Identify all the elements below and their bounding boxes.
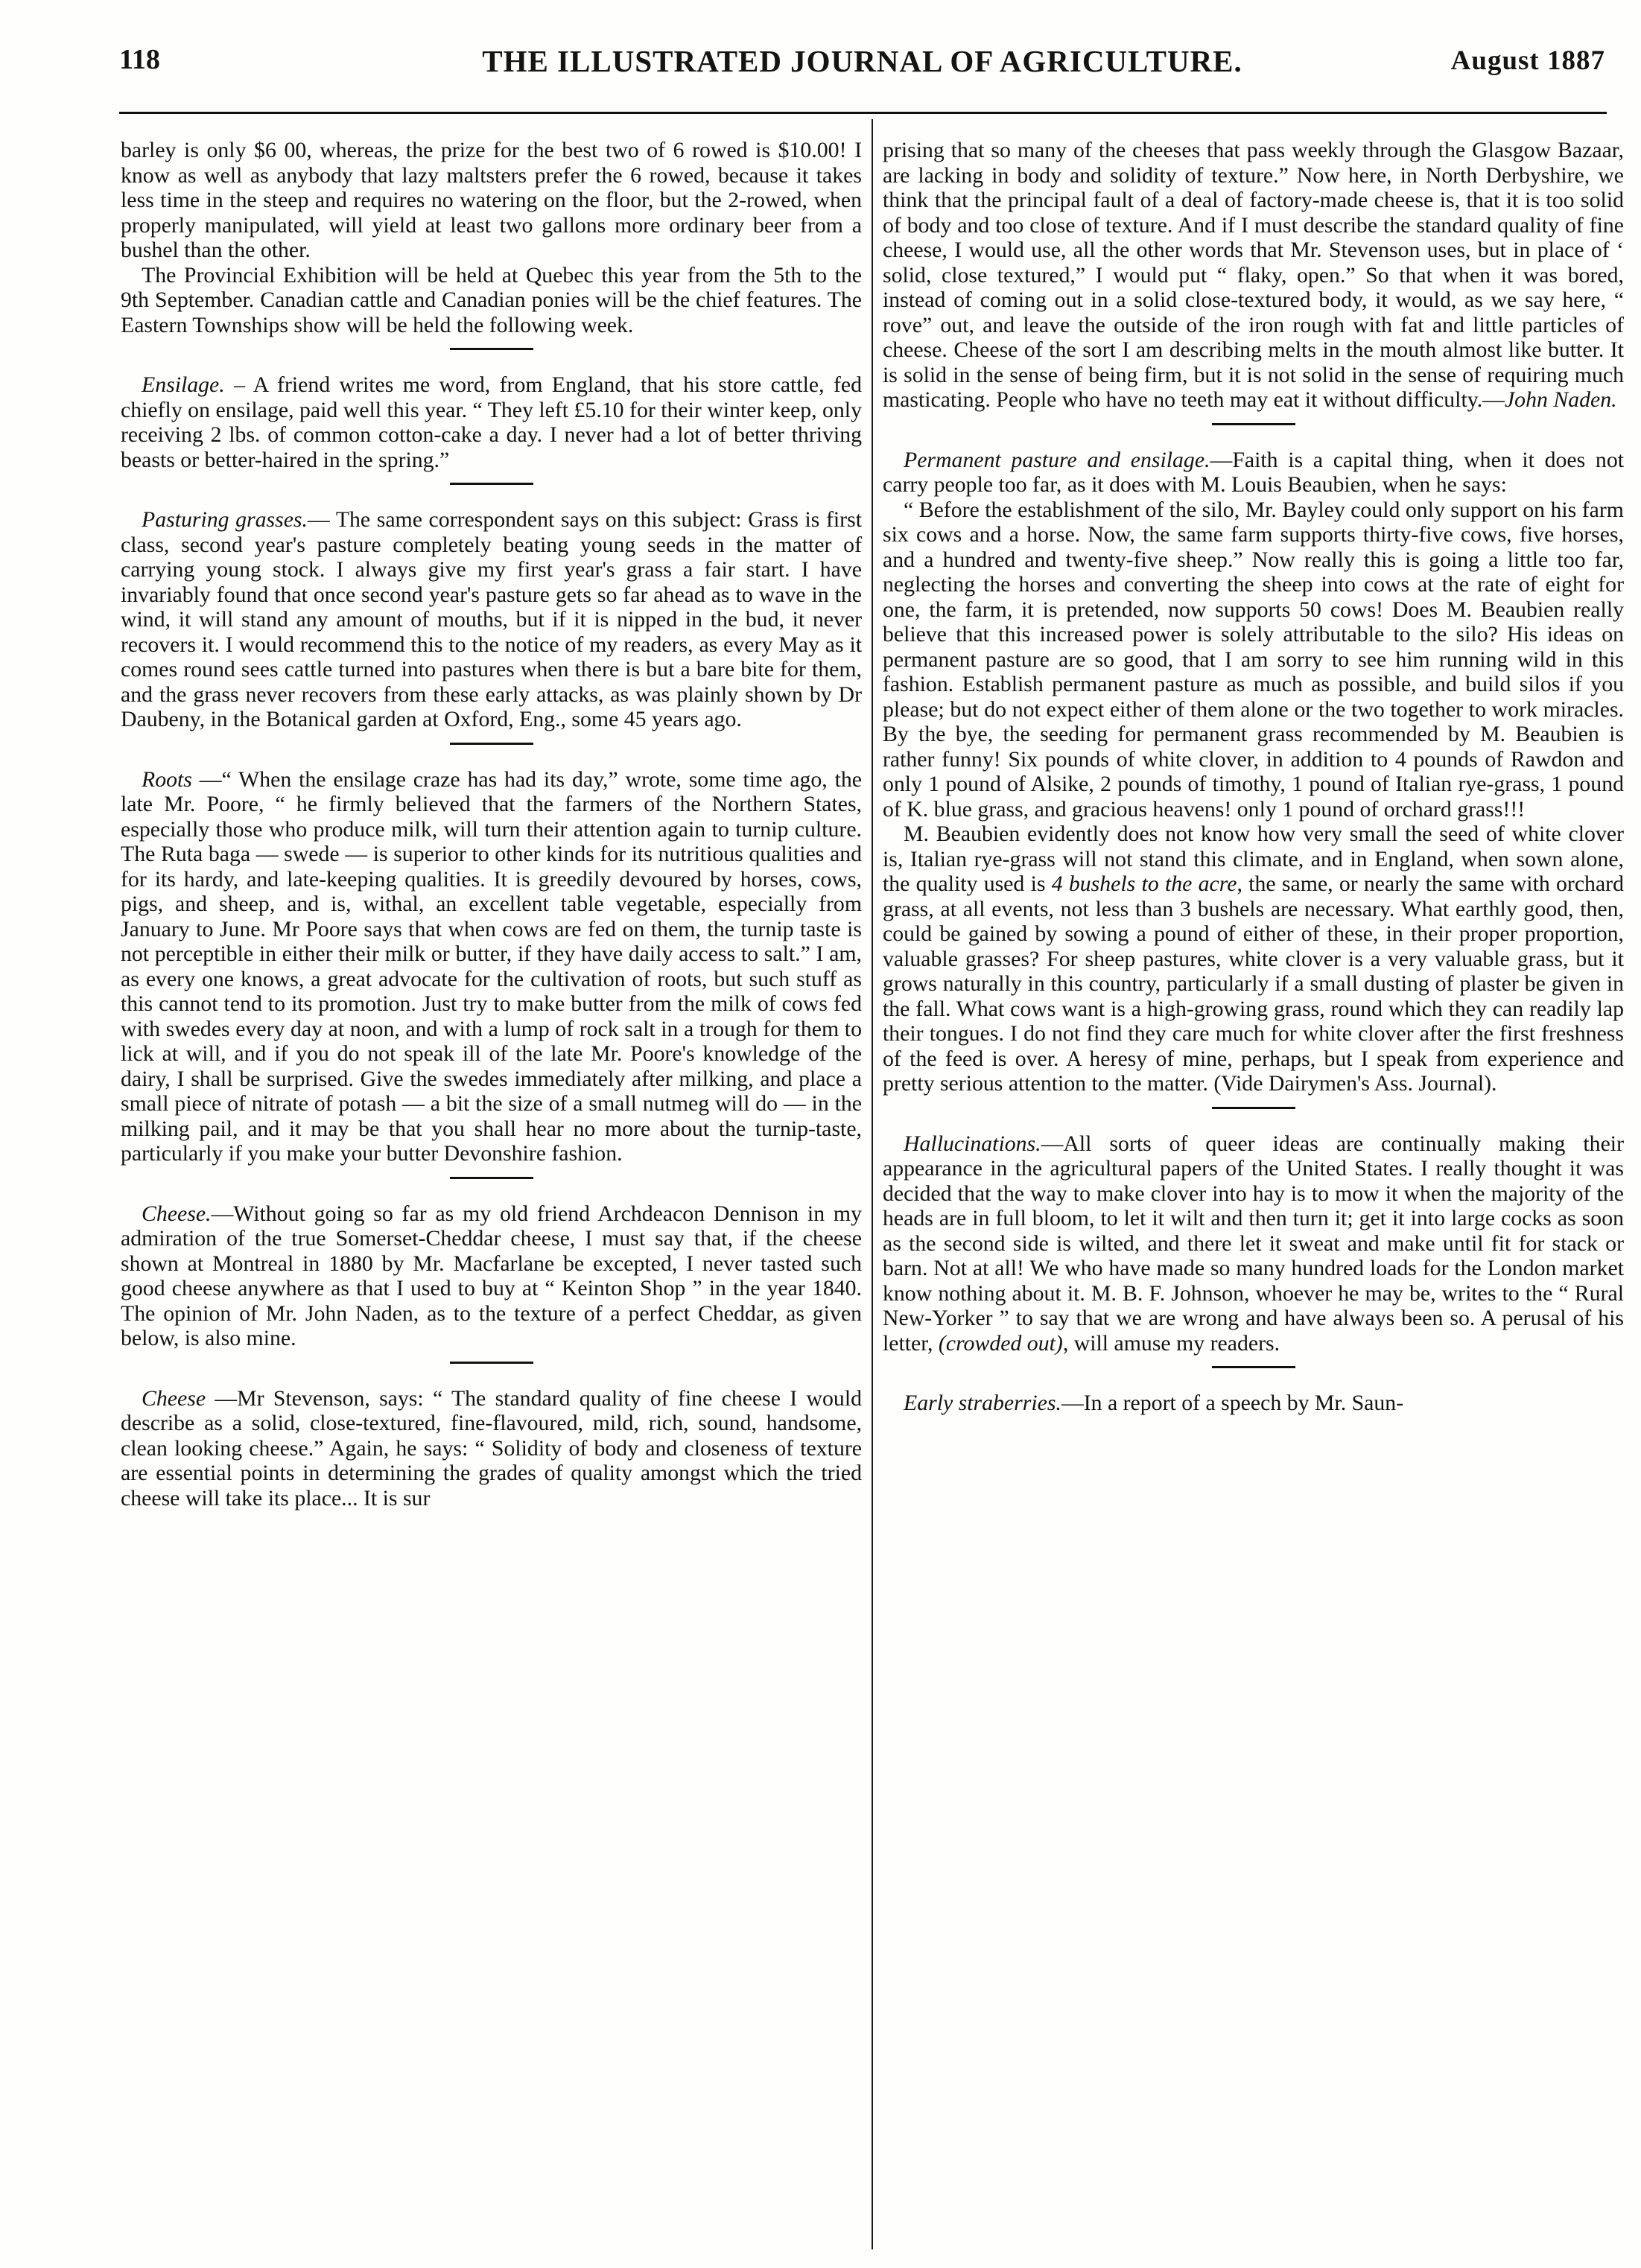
cheese-paragraph (121, 1201, 862, 1351)
silo-quote-paragraph: “ Before the establishment of the silo, Mr. Bayley could only support on his farm six cows and a horse. Now, the same farm supports thirty-five cows, five horses, and a hundred and twenty-five sheep.” Now really this is going a little too far, neglecting the horses and converting the sheep into cows at the rate of eight for one, the farm, it is pretended, now supports 50 cows! Does M. Beaubien really believe that this increased power is solely attributable to the silo? His ideas on permanent pasture are so good, that I am sorry to see him running wild in this fashion. Establish permanent pasture as much as possible, and build silos if you please; but do not expect either of them alone or the two together to work miracles. By the bye, the seeding for permanent grass recommended by M. Beaubien is rather funny! Six pounds of white clover, in addition to 4 pounds of Rawdon and only 1 pound of Alsike, 2 pounds of timothy, 1 pound of Italian rye-grass, 1 pound of K. blue grass, and gracious heavens! only 1 pound of orchard grass!!! (883, 497, 1624, 822)
section-separator (1212, 1366, 1295, 1368)
roots-paragraph (121, 767, 862, 1166)
section-separator (450, 1362, 533, 1364)
hallucinations-text: —All sorts of queer ideas are continually making their appearance in the agricultural papers of the United States. I really thought it was decided that the way to make clover into hay is to mow it when the majority of the heads are in full bloom, to let it wilt and then turn it; get it into large cocks as soon as the second side is wilted, and there let it sweat and make until fit for stack or barn. Not at all! We who have made so many hundred loads for the London market know nothing about it. M. B. F. Johnson, whoever he may be, writes to the “ Rural New-Yorker ” to say that we are wrong and have always been so. A perusal of his letter, (883, 1131, 1624, 1356)
exhibition-paragraph: The Provincial Exhibition will be held at Quebec this year from the 5th to the 9th September. Canadian cattle and Canadian ponies will be the chief features. The Eastern Townships show will be held the following week. (121, 262, 862, 337)
permanent-pasture-paragraph (883, 448, 1624, 498)
pasturing-heading: Pasturing grasses. (142, 507, 308, 532)
cheese-continuation-text: prising that so many of the cheeses that pass weekly through the Glasgow Bazaar, are lacking in body and solidity of texture.” Now here, in North Derbyshire, we think that the principal fault of a deal of factory-made cheese is, that it is too solid of body and too close of texture. And if I must describe the standard quality of fine cheese, I would use, all the other words that Mr. Stevenson uses, but in place of ‘ solid, close textured,” I would put “ flaky, open.” So that when it was bored, instead of coming out in a solid close-textured body, it would, as we say here, “ rove” out, and leave the outside of the iron rough with fat and little particles of cheese. Cheese of the sort I am describing melts in the mouth almost like butter. It is solid in the sense of being firm, but it is not solid in the sense of requiring much masticating. People who have no teeth may eat it without difficulty.— (883, 138, 1624, 412)
ensilage-text: – A friend writes me word, from England, that his store cattle, fed chiefly on ensilage, paid well this year. “ They left £5.10 for their winter keep, only receiving 2 lbs. of common cotton-cake a day. I never had a lot of better thriving beasts or better-haired in the spring.” (121, 372, 862, 472)
clover-text-b: , the same, or nearly the same with orchard grass, at all events, not less than 3 bushels are necessary. What earthly good, then, could be gained by sowing a pound of either of these, in their proper proportion, valuable grasses? For sheep pastures, white clover is a very valuable grass, but it grows naturally in this country, particularly if a small dusting of plaster be given in the fall. What cows want is a high-growing grass, round which they can readily lap their tongues. I do not find they care much for white clover after the first freshness of the feed is over. A heresy of mine, perhaps, but I speak from experience and pretty serious attention to the matter. (Vide Dairymen's Ass. Journal). (883, 871, 1624, 1096)
section-separator (1212, 1107, 1295, 1109)
section-separator (450, 348, 533, 350)
section-separator (450, 743, 533, 745)
pasturing-text: — The same correspondent says on this subject: Grass is first class, second year's pasture completely beating young seeds in the matter of carrying young stock. I always give my first year's grass a fair start. I have invariably found that once second year's pasture gets so far ahead as to wave in the wind, it will stand any amount of mouths, but if it is nipped in the bud, it never recovers it. I would recommend this to the notice of my readers, as every May as it comes round sees cattle turned into pastures when there is but a bare bite for them, and the grass never recovers from these early attacks, as was plainly shown by Dr Daubeny, in the Botanical garden at Oxford, Eng., some 45 years ago. (121, 507, 862, 731)
section-separator (450, 1177, 533, 1179)
page-number: 118 (119, 44, 160, 75)
clover-emphasis: 4 bushels to the acre (1051, 871, 1237, 896)
hallucinations-heading: Hallucinations. (904, 1131, 1041, 1156)
issue-date: August 1887 (1450, 45, 1605, 76)
page-header (119, 43, 1605, 88)
hallucinations-end: , will amuse my readers. (1062, 1330, 1280, 1356)
column-divider (872, 119, 873, 2249)
permanent-pasture-heading: Permanent pasture and ensilage. (904, 447, 1210, 472)
cheese-continuation-paragraph (883, 138, 1624, 413)
clover-text-a: M. Beaubien evidently does not know how very small the seed of white clover is, Italian rye-grass will not stand this climate, and in England, when sown alone, the quality used is (883, 822, 1624, 896)
cheese-stevenson-text: —Mr Stevenson, says: “ The standard quality of fine cheese I would describe as a solid, close-textured, fine-flavoured, mild, rich, sound, handsome, clean looking cheese.” Again, he says: “ Solidity of body and closeness of texture are essential points in determining the grades of quality amongst which the tried cheese will take its place... It is sur (121, 1385, 862, 1511)
strawberries-paragraph (883, 1391, 1624, 1416)
cheese-stevenson-heading: Cheese (142, 1385, 206, 1411)
hallucinations-emphasis: (crowded out) (938, 1330, 1063, 1356)
barley-paragraph: barley is only $6 00, whereas, the prize for the best two of 6 rowed is $10.00! I know as well as anybody that lazy maltsters prefer the 6 rowed, because it takes less time in the steep and requires no watering on the floor, but the 2-rowed, when properly manipulated, will yield at least two gallons more ordinary beer from a bushel than the other. (121, 138, 862, 262)
ensilage-paragraph (121, 372, 862, 472)
section-separator (1212, 423, 1295, 425)
cheese-heading: Cheese. (142, 1201, 212, 1226)
left-column (121, 138, 862, 2246)
ensilage-heading: Ensilage. (142, 372, 225, 397)
permanent-pasture-text: —Faith is a capital thing, when it does not carry people too far, as it does with M. Louis Beaubien, when he says: (883, 447, 1624, 497)
roots-heading: Roots (142, 766, 192, 792)
cheese-text: —Without going so far as my old friend Archdeacon Dennison in my admiration of the true Somerset-Cheddar cheese, I must say that, if the cheese shown at Montreal in 1880 by Mr. Macfarlane be excepted, I never tasted such good cheese anywhere as that I used to buy at “ Keinton Shop ” in the year 1840. The opinion of Mr. John Naden, as to the texture of a perfect Cheddar, as given below, is also mine. (121, 1201, 862, 1350)
hallucinations-paragraph (883, 1131, 1624, 1356)
right-column (883, 138, 1624, 2246)
section-separator (450, 483, 533, 485)
author-signature: John Naden. (1504, 387, 1617, 412)
cheese-stevenson-paragraph (121, 1386, 862, 1511)
strawberries-text: —In a report of a speech by Mr. Saun- (1061, 1391, 1404, 1415)
roots-text: —“ When the ensilage craze has had its day,” wrote, some time ago, the late Mr. Poore, “ he firmly believed that the farmers of the Northern States, especially those who produce milk, will turn their attention again to turnip culture. The Ruta baga — swede — is superior to other kinds for its nutritious qualities and for its hardy, and late-keeping qualities. It is greedily devoured by horses, cows, pigs, and sheep, and is, withal, an excellent table vegetable, especially from January to June. Mr Poore says that when cows are fed on them, the turnip taste is not perceptible in either their milk or butter, if they have daily access to salt.” I am, as every one knows, a great advocate for the cultivation of roots, but such stuff as this cannot tend to its promotion. Just try to make butter from the milk of cows fed with swedes every day at noon, and with a lump of rock salt in a trough for them to lick at will, and if you do not speak ill of the late Mr. Poore's knowledge of the dairy, I shall be surprised. Give the swedes immediately after milking, and place a small piece of nitrate of potash — a bit the size of a small nutmeg will do — in the milking pail, and it may be that you shall hear no more about the turnip-taste, particularly if you make your butter Devonshire fashion. (121, 766, 862, 1166)
pasturing-paragraph (121, 507, 862, 732)
header-rule (119, 112, 1607, 114)
strawberries-heading: Early straberries. (904, 1391, 1061, 1415)
clover-paragraph (883, 822, 1624, 1096)
journal-title: THE ILLUSTRATED JOURNAL OF AGRICULTURE. (482, 44, 1242, 78)
